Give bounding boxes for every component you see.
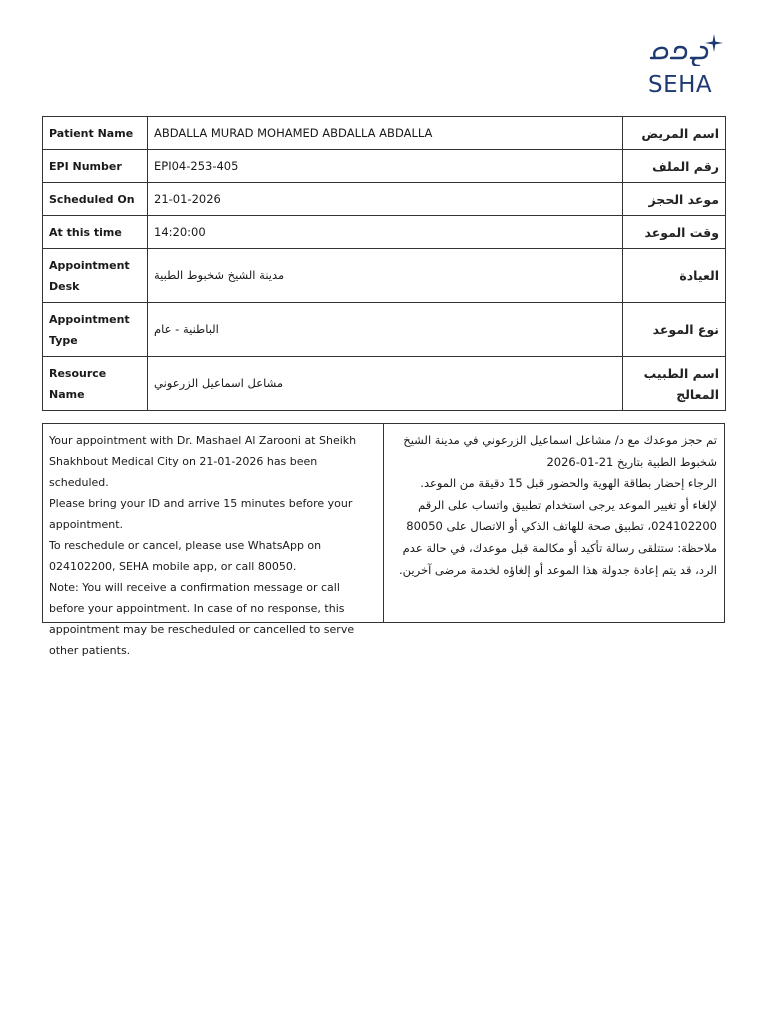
row-label-arabic: اسم المريض <box>623 117 726 150</box>
message-paragraph: الرجاء إحضار بطاقة الهوية والحضور قبل 15 دقيقة من الموعد. <box>420 476 717 491</box>
table-row <box>43 357 726 411</box>
appointment-message-box <box>42 423 725 657</box>
row-label: EPI Number <box>43 150 148 183</box>
row-label-arabic: رقم الملف <box>623 150 726 183</box>
row-label: Patient Name <box>43 117 148 150</box>
table-row <box>43 117 726 150</box>
seha-logo-text: SEHA <box>648 72 713 98</box>
table-row <box>43 150 726 183</box>
row-value: 14:20:00 <box>148 216 623 249</box>
row-label: At this time <box>43 216 148 249</box>
row-label-arabic: نوع الموعد <box>623 303 726 357</box>
message-paragraph: Note: You will receive a confirmation message or call before your appointment. In case of no response, this appointment may be rescheduled or cancelled to serve other patients. <box>49 581 355 657</box>
message-paragraph: ملاحظة: ستتلقى رسالة تأكيد أو مكالمة قبل موعدك، في حالة عدم الرد، قد يتم إعادة جدولة هذا الموعد أو إلغاؤه لخدمة مرضى آخرين. <box>399 540 717 577</box>
message-paragraph: Your appointment with Dr. Mashael Al Zarooni at Sheikh Shakhbout Medical City on 21-01-2026 has been scheduled. <box>49 434 357 489</box>
row-label-arabic: العيادة <box>623 249 726 303</box>
table-row <box>43 183 726 216</box>
row-label-arabic: اسم الطبيب المعالج <box>623 357 726 411</box>
sparkle-icon <box>705 34 723 52</box>
row-value: الباطنية - عام <box>148 303 623 357</box>
message-paragraph: تم حجز موعدك مع د/ مشاعل اسماعيل الزرعوني في مدينة الشيخ شخبوط الطبية بتاريخ 21-01-2026 <box>403 433 717 469</box>
row-label: Appointment Desk <box>43 249 148 303</box>
row-value: مشاعل اسماعيل الزرعوني <box>148 357 623 411</box>
row-label-arabic: وقت الموعد <box>623 216 726 249</box>
table-row <box>43 216 726 249</box>
row-value: مدينة الشيخ شخبوط الطبية <box>148 249 623 303</box>
row-value: EPI04-253-405 <box>148 150 623 183</box>
table-row <box>43 303 726 357</box>
message-paragraph: Please bring your ID and arrive 15 minutes before your appointment. <box>49 497 353 531</box>
row-value: 21-01-2026 <box>148 183 623 216</box>
row-label: Appointment Type <box>43 303 148 357</box>
seha-logo <box>643 34 729 100</box>
message-paragraph: لإلغاء أو تغيير الموعد يرجى استخدام تطبيق واتساب على الرقم 024102200، تطبيق صحة للهاتف الذكي أو الاتصال على 80050 <box>406 497 717 534</box>
row-value: ABDALLA MURAD MOHAMED ABDALLA ABDALLA <box>148 117 623 150</box>
appointment-details-table <box>42 116 726 411</box>
message-english <box>43 424 384 657</box>
row-label: Scheduled On <box>43 183 148 216</box>
message-arabic <box>384 424 724 622</box>
row-label: Resource Name <box>43 357 148 411</box>
message-paragraph: To reschedule or cancel, please use WhatsApp on 024102200, SEHA mobile app, or call 80050. <box>49 539 322 573</box>
table-row <box>43 249 726 303</box>
row-label-arabic: موعد الحجز <box>623 183 726 216</box>
